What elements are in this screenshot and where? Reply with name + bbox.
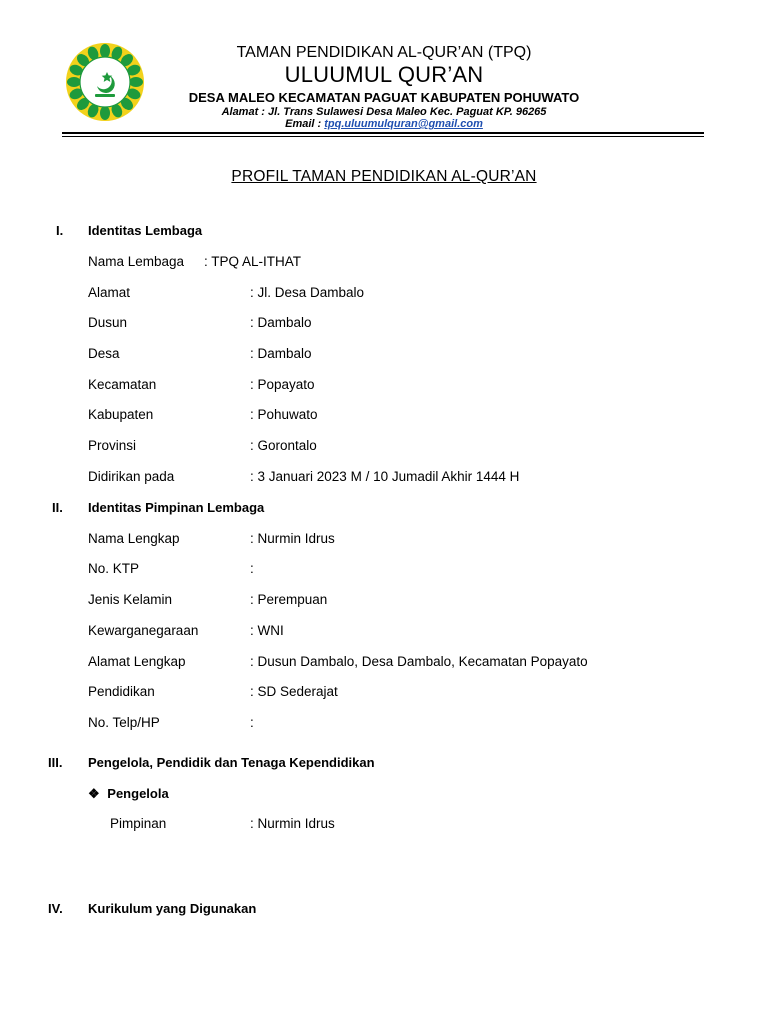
seal-petal [129,77,143,87]
dusun-label: Dusun [88,315,128,330]
seal-petal [100,44,110,58]
letterhead-email-line [150,118,618,130]
didirikan-value: : 3 Januari 2023 M / 10 Jumadil Akhir 1444 H [250,469,520,484]
section-4-heading: Kurikulum yang Digunakan [88,901,257,916]
header-rule-thin [62,136,704,137]
pengelola-label: Pengelola [107,786,169,801]
telp-label: No. Telp/HP [88,715,160,730]
alamat-value: : Jl. Desa Dambalo [250,285,365,300]
seal-petal [100,106,110,120]
kecamatan-value: : Popayato [250,377,315,392]
nama-lembaga-value: : TPQ AL-ITHAT [204,254,302,269]
alamat-lengkap-value: : Dusun Dambalo, Desa Dambalo, Kecamatan Popayato [250,654,588,669]
ktp-value: : [250,561,254,576]
ktp-label: No. KTP [88,561,140,576]
document-title: PROFIL TAMAN PENDIDIKAN AL-QUR’AN [231,168,537,185]
letterhead-line-1: TAMAN PENDIDIKAN AL-QUR’AN (TPQ) [236,44,532,61]
section-2-heading: Identitas Pimpinan Lembaga [88,500,265,515]
section-4-numeral: IV. [48,901,63,916]
section-1-heading: Identitas Lembaga [88,223,203,238]
telp-value: : [250,715,254,730]
pimpinan-value: : Nurmin Idrus [250,816,335,831]
nama-lengkap-label: Nama Lengkap [88,531,180,546]
didirikan-label: Didirikan pada [88,469,175,484]
letterhead-name: ULUUMUL QUR’AN [284,62,484,87]
kewarganegaraan-value: : WNI [250,623,284,638]
seal-banner [95,94,115,97]
section-1-numeral: I. [56,223,64,238]
email-label: Email : [285,118,322,130]
email-link[interactable]: tpq.uluumulquran@gmail.com [324,118,483,130]
nama-lengkap-value: : Nurmin Idrus [250,531,335,546]
letterhead-location: DESA MALEO KECAMATAN PAGUAT KABUPATEN POHUWATO [188,90,580,105]
tpq-logo [62,42,148,122]
pendidikan-label: Pendidikan [88,684,155,699]
pimpinan-label: Pimpinan [110,816,167,831]
provinsi-label: Provinsi [88,438,137,453]
dusun-value: : Dambalo [250,315,312,330]
kecamatan-label: Kecamatan [88,377,157,392]
diamond-bullet-icon: ❖ [88,786,100,801]
desa-label: Desa [88,346,120,361]
pendidikan-value: : SD Sederajat [250,684,338,699]
alamat-label: Alamat [88,285,131,300]
seal-petal [67,77,81,87]
alamat-lengkap-label: Alamat Lengkap [88,654,186,669]
section-2-numeral: II. [52,500,63,515]
jenis-kelamin-value: : Perempuan [250,592,328,607]
kabupaten-label: Kabupaten [88,407,154,422]
nama-lembaga-label: Nama Lembaga [88,254,185,269]
pengelola-bullet [88,786,169,802]
provinsi-value: : Gorontalo [250,438,317,453]
kewarganegaraan-label: Kewarganegaraan [88,623,199,638]
header-rule-thick [62,132,704,134]
seal-icon [62,42,148,122]
section-3-numeral: III. [48,755,63,770]
letterhead-address: Alamat : Jl. Trans Sulawesi Desa Maleo Kec. Paguat KP. 96265 [221,106,547,118]
desa-value: : Dambalo [250,346,312,361]
section-3-heading: Pengelola, Pendidik dan Tenaga Kependidikan [88,755,375,770]
jenis-kelamin-label: Jenis Kelamin [88,592,173,607]
kabupaten-value: : Pohuwato [250,407,318,422]
